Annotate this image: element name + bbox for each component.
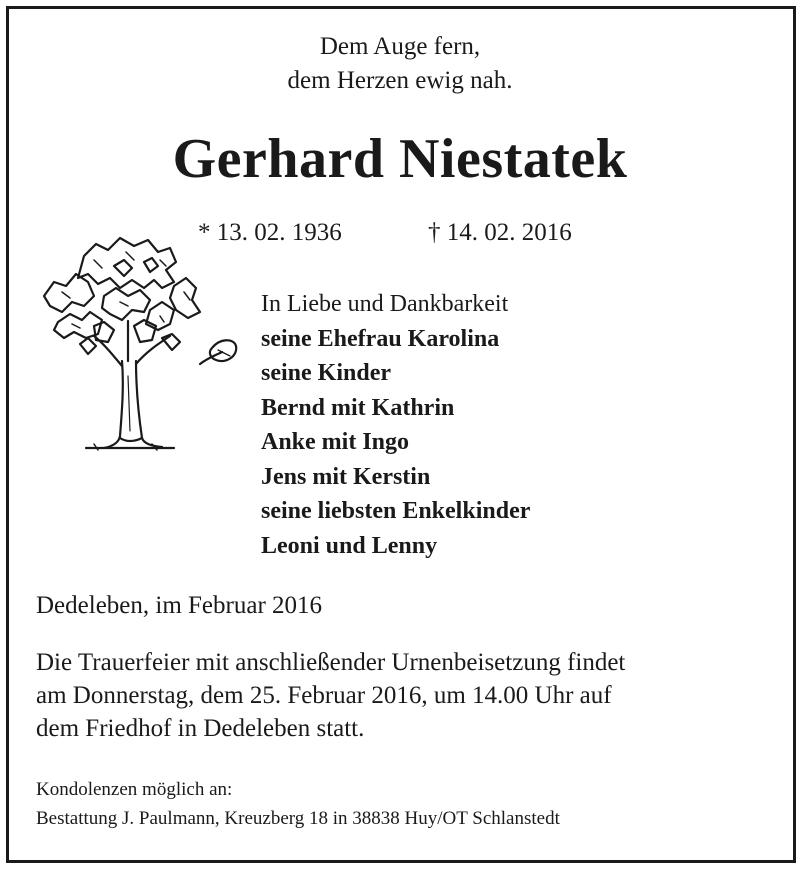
mourner-line: Leoni und Lenny bbox=[261, 532, 438, 559]
ceremony-line: dem Friedhof in Dedeleben statt. bbox=[36, 715, 365, 742]
ceremony-text bbox=[36, 646, 770, 745]
birth-date: * 13. 02. 1936 bbox=[198, 219, 342, 246]
mourner-line: seine Kinder bbox=[261, 360, 391, 386]
deceased-name: Gerhard Niestatek bbox=[172, 128, 628, 190]
condolences-block bbox=[36, 775, 560, 833]
mourner-line: seine liebsten Enkelkinder bbox=[261, 498, 531, 524]
motto-line-2: dem Herzen ewig nah. bbox=[287, 67, 513, 94]
ceremony-line: Die Trauerfeier mit anschließender Urnenbeisetzung findet bbox=[36, 649, 626, 676]
condolences-label: Kondolenzen möglich an: bbox=[36, 779, 233, 800]
place-and-date: Dedeleben, im Februar 2016 bbox=[36, 592, 323, 619]
tree-with-falling-leaf-icon bbox=[24, 226, 244, 466]
motto-line-1: Dem Auge fern, bbox=[319, 33, 481, 60]
mourners-intro: In Liebe und Dankbarkeit bbox=[261, 291, 509, 317]
mourner-line: seine Ehefrau Karolina bbox=[261, 325, 500, 352]
mourner-line: Anke mit Ingo bbox=[261, 429, 410, 455]
condolences-address: Bestattung J. Paulmann, Kreuzberg 18 in 38838 Huy/OT Schlanstedt bbox=[36, 808, 560, 829]
mourners-list bbox=[261, 287, 530, 563]
mourner-line: Jens mit Kerstin bbox=[261, 463, 431, 490]
death-date: † 14. 02. 2016 bbox=[428, 219, 572, 246]
mourner-line: Bernd mit Kathrin bbox=[261, 394, 455, 421]
ceremony-line: am Donnerstag, dem 25. Februar 2016, um 14.00 Uhr auf bbox=[36, 682, 612, 709]
